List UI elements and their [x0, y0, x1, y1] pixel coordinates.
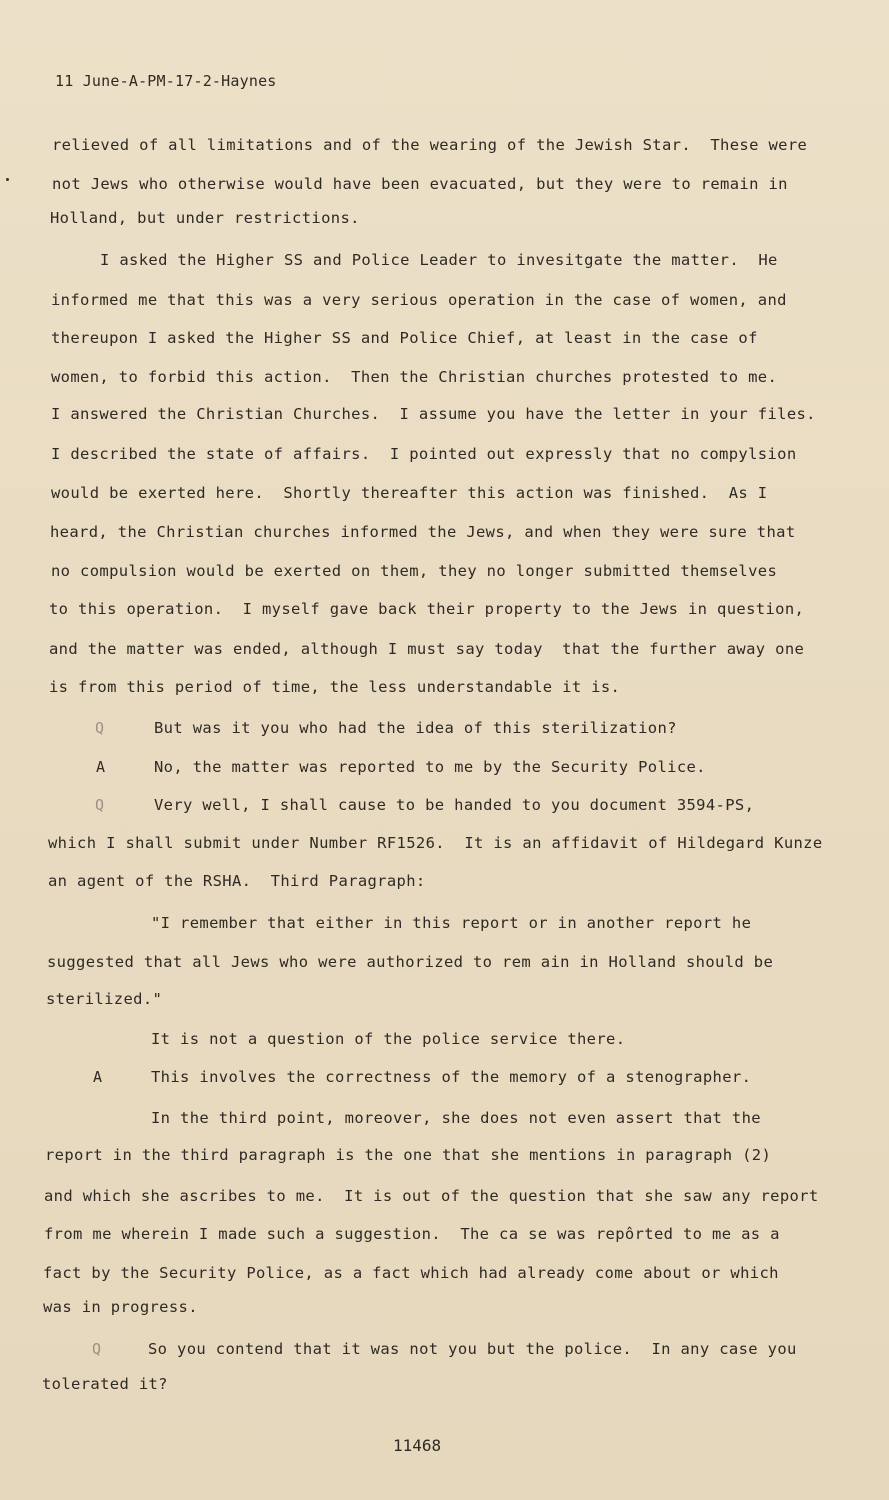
quoted-text-line: suggested that all Jews who were authorized to rem ain in Holland should be — [47, 953, 774, 971]
text-line: I answered the Christian Churches. I assume you have the letter in your files. — [51, 405, 816, 423]
text-line: and which she ascribes to me. It is out of the question that she saw any report — [44, 1187, 819, 1205]
text-line: Holland, but under restrictions. — [50, 209, 360, 227]
text-line: an agent of the RSHA. Third Paragraph: — [48, 872, 426, 890]
text-line: heard, the Christian churches informed the Jews, and when they were sure that — [50, 523, 796, 541]
speaker-marker-q: Q — [95, 719, 105, 737]
text-line: I described the state of affairs. I pointed out expressly that no compylsion — [51, 445, 797, 463]
text-line: No, the matter was reported to me by the Security Police. — [154, 758, 706, 776]
text-line: I asked the Higher SS and Police Leader to invesitgate the matter. He — [100, 251, 778, 269]
stray-ink-mark — [6, 178, 9, 181]
text-line: tolerated it? — [42, 1375, 168, 1393]
text-line: But was it you who had the idea of this sterilization? — [154, 719, 677, 737]
quoted-text-line: "I remember that either in this report or in another report he — [151, 914, 752, 932]
text-line: relieved of all limitations and of the wearing of the Jewish Star. These were — [52, 136, 808, 154]
text-line: which I shall submit under Number RF1526. It is an affidavit of Hildegard Kunze — [48, 834, 823, 852]
text-line: fact by the Security Police, as a fact which had already come about or which — [43, 1264, 779, 1282]
text-line: was in progress. — [43, 1298, 198, 1316]
text-line: So you contend that it was not you but the police. In any case you — [148, 1340, 797, 1358]
text-line: report in the third paragraph is the one that she mentions in paragraph (2) — [45, 1146, 772, 1164]
text-line: to this operation. I myself gave back their property to the Jews in question, — [49, 600, 805, 618]
speaker-marker-q: Q — [95, 796, 105, 814]
text-line: from me wherein I made such a suggestion. The ca se was repôrted to me as a — [44, 1225, 780, 1243]
text-line: In the third point, moreover, she does not even assert that the — [151, 1109, 761, 1127]
text-line: informed me that this was a very serious operation in the case of women, and — [51, 291, 787, 309]
text-line: This involves the correctness of the memory of a stenographer. — [151, 1068, 752, 1086]
speaker-marker-q: Q — [92, 1340, 102, 1358]
text-line: thereupon I asked the Higher SS and Police Chief, at least in the case of — [51, 329, 758, 347]
text-line: Very well, I shall cause to be handed to you document 3594-PS, — [154, 796, 755, 814]
text-line: women, to forbid this action. Then the Christian churches protested to me. — [51, 368, 778, 386]
speaker-marker-a: A — [93, 1068, 103, 1086]
text-line: would be exerted here. Shortly thereafter this action was finished. As I — [51, 484, 768, 502]
speaker-marker-a: A — [96, 758, 106, 776]
page-header: 11 June-A-PM-17-2-Haynes — [55, 72, 277, 90]
text-line: and the matter was ended, although I must say today that the further away one — [49, 640, 805, 658]
quoted-text-line: sterilized." — [46, 990, 163, 1008]
text-line: It is not a question of the police service there. — [151, 1030, 626, 1048]
text-line: not Jews who otherwise would have been evacuated, but they were to remain in — [52, 175, 788, 193]
text-line: is from this period of time, the less understandable it is. — [49, 678, 621, 696]
page-number: 11468 — [393, 1436, 442, 1455]
text-line: no compulsion would be exerted on them, they no longer submitted themselves — [51, 562, 778, 580]
